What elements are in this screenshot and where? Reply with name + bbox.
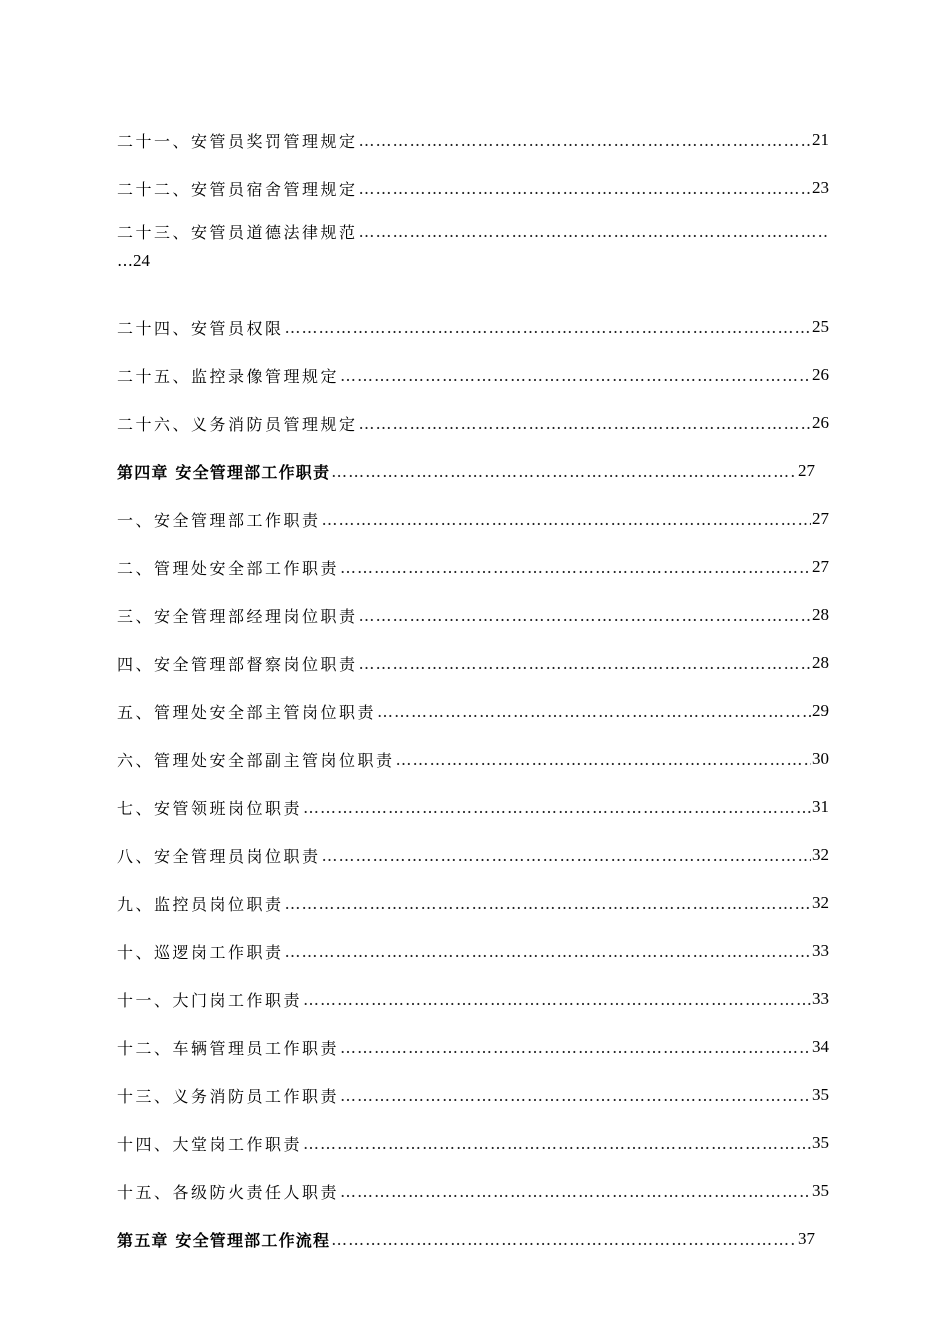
toc-dot-leader	[303, 990, 811, 1009]
toc-dot-leader	[340, 558, 811, 577]
toc-entry-title: 二、管理处安全部工作职责	[117, 558, 340, 578]
toc-entry-title: 八、安全管理员岗位职责	[117, 846, 321, 866]
toc-entry-title: 五、管理处安全部主管岗位职责	[117, 702, 377, 722]
toc-entry[interactable]	[117, 639, 829, 687]
toc-entry[interactable]	[117, 351, 829, 399]
toc-entry-title: 七、安管领班岗位职责	[117, 798, 303, 818]
toc-dot-leader	[396, 750, 811, 769]
toc-dot-leader	[377, 702, 811, 721]
toc-entry-page: 26	[812, 413, 829, 432]
toc-dot-leader	[322, 846, 811, 865]
toc-dot-leader	[359, 414, 811, 433]
toc-entry[interactable]	[117, 303, 829, 351]
toc-dot-leader	[340, 1038, 811, 1057]
toc-entry[interactable]	[117, 735, 829, 783]
toc-dot-leader	[303, 1134, 811, 1153]
toc-dot-leader	[285, 942, 811, 961]
toc-entry[interactable]	[117, 212, 829, 250]
toc-entry-page: 24	[133, 251, 150, 270]
toc-entry[interactable]	[117, 687, 829, 735]
toc-dot-leader	[285, 894, 811, 913]
toc-entry-page: 26	[812, 365, 829, 384]
toc-entry[interactable]	[117, 975, 829, 1023]
toc-entry[interactable]	[117, 831, 829, 879]
toc-entry-page: 27	[812, 557, 829, 576]
toc-entry-title: 二十一、安管员奖罚管理规定	[117, 131, 358, 151]
toc-dot-leader	[359, 131, 811, 150]
toc-entry-title: 十三、义务消防员工作职责	[117, 1086, 340, 1106]
toc-entry[interactable]	[117, 495, 829, 543]
toc-entry-title: 十二、车辆管理员工作职责	[117, 1038, 340, 1058]
toc-entry-page: 28	[812, 605, 829, 624]
toc-entry[interactable]	[117, 1023, 829, 1071]
toc-entry-page: 23	[812, 178, 829, 197]
toc-entry[interactable]	[117, 1167, 829, 1215]
toc-entry-page: 21	[812, 130, 829, 149]
toc-entry-page: 33	[812, 989, 829, 1008]
toc-entry-page: 32	[812, 845, 829, 864]
toc-dot-leader	[340, 1086, 811, 1105]
toc-dot-leader: …	[117, 251, 133, 270]
toc-entry[interactable]	[117, 783, 829, 831]
toc-dot-leader	[359, 222, 828, 241]
toc-entry[interactable]	[117, 543, 829, 591]
toc-chapter-entry[interactable]	[117, 1215, 829, 1263]
toc-entry-page: 34	[812, 1037, 829, 1056]
toc-entry-page: 35	[812, 1085, 829, 1104]
toc-dot-leader	[331, 1230, 797, 1249]
toc-entry-page: 27	[798, 461, 815, 480]
toc-entry-page: 35	[812, 1133, 829, 1152]
toc-entry[interactable]	[117, 116, 829, 164]
toc-entry-title: 二十五、监控录像管理规定	[117, 366, 340, 386]
toc-dot-leader	[285, 318, 811, 337]
toc-entry-title: 九、监控员岗位职责	[117, 894, 284, 914]
toc-entry-title: 十、巡逻岗工作职责	[117, 942, 284, 962]
toc-entry-page: 30	[812, 749, 829, 768]
toc-dot-leader	[303, 798, 811, 817]
toc-entry-continuation[interactable]	[117, 250, 829, 303]
toc-entry-title: 一、安全管理部工作职责	[117, 510, 321, 530]
toc-chapter-title: 第五章 安全管理部工作流程	[117, 1230, 331, 1250]
toc-dot-leader	[322, 510, 811, 529]
toc-entry-page: 31	[812, 797, 829, 816]
toc-entry-title: 六、管理处安全部副主管岗位职责	[117, 750, 395, 770]
toc-dot-leader	[359, 606, 811, 625]
toc-entry-title: 十五、各级防火责任人职责	[117, 1182, 340, 1202]
toc-entry-title: 四、安全管理部督察岗位职责	[117, 654, 358, 674]
toc-entry[interactable]	[117, 879, 829, 927]
toc-dot-leader	[340, 366, 811, 385]
table-of-contents	[117, 116, 829, 1263]
toc-entry[interactable]	[117, 399, 829, 447]
toc-entry-page: 37	[798, 1229, 815, 1248]
toc-entry[interactable]	[117, 927, 829, 975]
toc-dot-leader	[359, 654, 811, 673]
toc-entry-title: 三、安全管理部经理岗位职责	[117, 606, 358, 626]
toc-entry-title: 十一、大门岗工作职责	[117, 990, 303, 1010]
toc-dot-leader	[359, 179, 811, 198]
toc-entry-title: 二十六、义务消防员管理规定	[117, 414, 358, 434]
toc-dot-leader	[331, 462, 797, 481]
toc-chapter-entry[interactable]	[117, 447, 829, 495]
toc-entry-page: 33	[812, 941, 829, 960]
toc-entry[interactable]	[117, 164, 829, 212]
toc-entry-page: 29	[812, 701, 829, 720]
toc-dot-leader	[340, 1182, 811, 1201]
toc-entry-title: 二十四、安管员权限	[117, 318, 284, 338]
toc-entry-title: 二十三、安管员道德法律规范	[117, 222, 358, 242]
toc-entry-title: 二十二、安管员宿舍管理规定	[117, 179, 358, 199]
toc-entry[interactable]	[117, 591, 829, 639]
toc-entry-page: 25	[812, 317, 829, 336]
toc-entry-page: 28	[812, 653, 829, 672]
toc-entry[interactable]	[117, 1071, 829, 1119]
toc-entry-page: 27	[812, 509, 829, 528]
toc-entry-page: 32	[812, 893, 829, 912]
toc-entry-title: 十四、大堂岗工作职责	[117, 1134, 303, 1154]
toc-entry-page: 35	[812, 1181, 829, 1200]
toc-entry[interactable]	[117, 1119, 829, 1167]
toc-chapter-title: 第四章 安全管理部工作职责	[117, 462, 331, 482]
